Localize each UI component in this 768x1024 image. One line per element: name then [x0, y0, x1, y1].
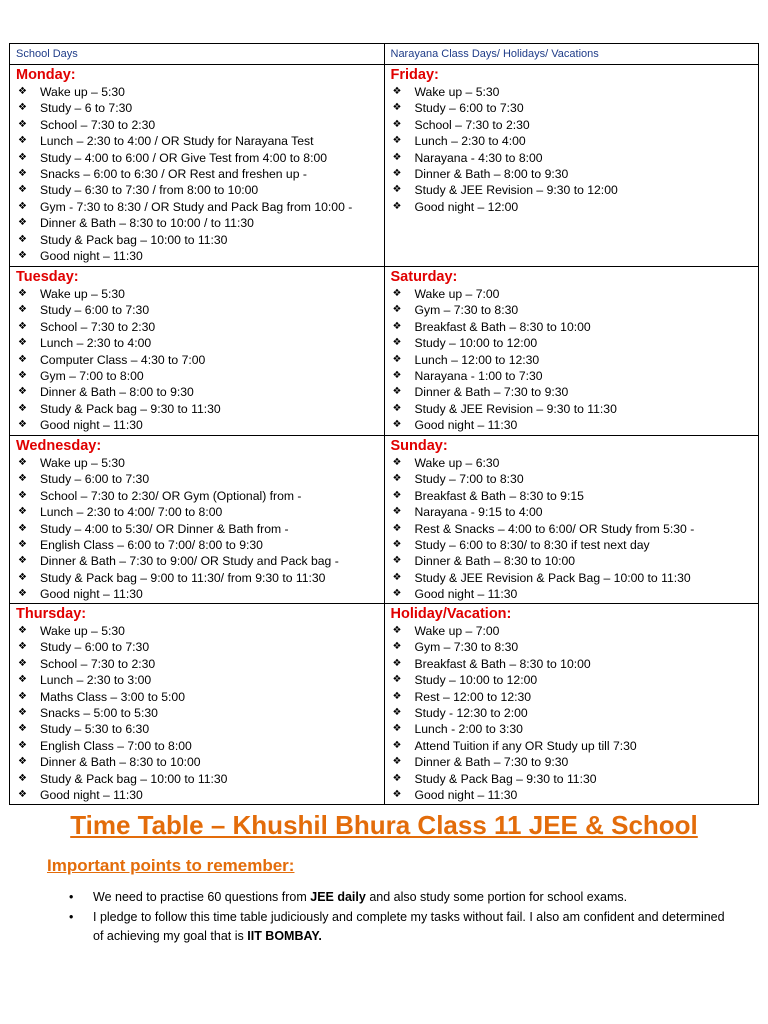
- timetable-row: [10, 65, 759, 267]
- schedule-item-text: Study & JEE Revision – 9:30 to 11:30: [414, 401, 617, 416]
- schedule-item: [391, 672, 759, 688]
- schedule-item: [16, 504, 384, 520]
- timetable-row: [10, 604, 759, 805]
- schedule-item-text: Dinner & Bath – 8:30 to 10:00: [40, 755, 201, 770]
- schedule-item: [16, 553, 384, 569]
- day-cell: [384, 267, 759, 436]
- day-heading: Tuesday:: [16, 269, 79, 285]
- schedule-item: [16, 352, 384, 368]
- schedule-item: [391, 117, 759, 133]
- schedule-item-text: Wake up – 5:30: [40, 624, 125, 638]
- diamond-bullet-icon: ❖: [392, 641, 402, 653]
- schedule-item: [391, 705, 759, 721]
- schedule-item: [391, 521, 759, 537]
- diamond-bullet-icon: ❖: [392, 288, 402, 299]
- schedule-item: [16, 182, 384, 198]
- diamond-bullet-icon: ❖: [18, 419, 27, 431]
- diamond-bullet-icon: ❖: [392, 571, 402, 583]
- point-text-before: I pledge to follow this time table judiciously and complete my tasks without fail. I also am confident and determined of achieving my goal that is: [93, 909, 725, 943]
- schedule-item-text: Wake up – 7:00: [414, 287, 500, 301]
- diamond-bullet-icon: ❖: [392, 789, 402, 801]
- schedule-item: [16, 100, 384, 116]
- schedule-item: [16, 656, 384, 672]
- diamond-bullet-icon: ❖: [392, 739, 402, 751]
- diamond-bullet-icon: ❖: [18, 370, 27, 382]
- schedule-item: [16, 623, 384, 639]
- schedule-item-text: Lunch - 2:00 to 3:30: [414, 722, 523, 737]
- schedule-item: [391, 84, 759, 100]
- diamond-bullet-icon: ❖: [392, 723, 402, 735]
- schedule-item: [391, 100, 759, 116]
- schedule-item: [16, 84, 384, 100]
- schedule-item: [391, 150, 759, 166]
- diamond-bullet-icon: ❖: [18, 674, 27, 686]
- schedule-item-text: Good night – 11:30: [40, 587, 143, 602]
- diamond-bullet-icon: ❖: [392, 522, 402, 534]
- schedule-item-text: Snacks – 6:00 to 6:30 / OR Rest and freshen up -: [40, 167, 307, 182]
- schedule-item: [391, 787, 759, 803]
- schedule-item: [391, 199, 759, 215]
- schedule-item-text: Study – 6:00 to 7:30: [40, 303, 150, 318]
- schedule-item-text: Narayana - 4:30 to 8:00: [414, 150, 543, 165]
- schedule-item: [391, 182, 759, 198]
- timetable-row: [10, 267, 759, 436]
- diamond-bullet-icon: ❖: [18, 707, 27, 719]
- schedule-item-text: Study – 6:00 to 8:30/ to 8:30 if test next day: [414, 538, 650, 553]
- schedule-item-text: Dinner & Bath – 8:30 to 10:00 / to 11:30: [40, 216, 254, 231]
- diamond-bullet-icon: ❖: [18, 386, 27, 398]
- schedule-item: [391, 368, 759, 384]
- diamond-bullet-icon: ❖: [392, 370, 402, 382]
- schedule-item-text: Attend Tuition if any OR Study up till 7:30: [414, 738, 637, 753]
- diamond-bullet-icon: ❖: [392, 756, 402, 768]
- diamond-bullet-icon: ❖: [18, 118, 27, 130]
- diamond-bullet-icon: ❖: [18, 690, 27, 702]
- diamond-bullet-icon: ❖: [18, 723, 27, 735]
- diamond-bullet-icon: ❖: [18, 217, 27, 229]
- schedule-item-text: Breakfast & Bath – 8:30 to 9:15: [414, 488, 584, 503]
- schedule-item: [16, 689, 384, 705]
- schedule-item: [16, 302, 384, 318]
- schedule-item: [391, 537, 759, 553]
- schedule-item-text: School – 7:30 to 2:30/ OR Gym (Optional) from -: [40, 488, 302, 503]
- schedule-item: [16, 771, 384, 787]
- schedule-item: [391, 471, 759, 487]
- schedule-item-text: Gym – 7:00 to 8:00: [40, 369, 144, 384]
- diamond-bullet-icon: ❖: [392, 489, 402, 501]
- diamond-bullet-icon: ❖: [392, 86, 402, 97]
- schedule-item: [391, 656, 759, 672]
- schedule-list: [391, 286, 759, 434]
- diamond-bullet-icon: ❖: [392, 353, 402, 365]
- schedule-item: [16, 335, 384, 351]
- diamond-bullet-icon: ❖: [18, 789, 27, 801]
- diamond-bullet-icon: ❖: [18, 233, 27, 245]
- schedule-item-text: School – 7:30 to 2:30: [40, 117, 156, 132]
- diamond-bullet-icon: ❖: [18, 588, 27, 600]
- day-heading: Holiday/Vacation:: [390, 606, 512, 622]
- schedule-item-text: Study – 6:00 to 7:30: [40, 640, 150, 655]
- point-text-before: We need to practise 60 questions from: [93, 890, 311, 904]
- diamond-bullet-icon: ❖: [392, 555, 402, 567]
- diamond-bullet-icon: ❖: [392, 690, 402, 702]
- schedule-item-text: School – 7:30 to 2:30: [40, 319, 156, 334]
- schedule-item-text: School – 7:30 to 2:30: [414, 117, 530, 132]
- schedule-item-text: Study – 4:00 to 5:30/ OR Dinner & Bath from -: [40, 521, 289, 536]
- diamond-bullet-icon: ❖: [18, 288, 27, 299]
- schedule-item-text: Study – 10:00 to 12:00: [414, 673, 538, 688]
- schedule-item: [16, 133, 384, 149]
- schedule-item-text: Good night – 11:30: [414, 418, 518, 433]
- schedule-list: [16, 455, 384, 603]
- day-cell: [10, 267, 385, 436]
- schedule-item-text: Study – 5:30 to 6:30: [40, 722, 150, 737]
- diamond-bullet-icon: ❖: [392, 457, 402, 468]
- diamond-bullet-icon: ❖: [18, 539, 27, 551]
- diamond-bullet-icon: ❖: [18, 641, 27, 653]
- schedule-item-text: Breakfast & Bath – 8:30 to 10:00: [414, 656, 591, 671]
- diamond-bullet-icon: ❖: [392, 200, 402, 212]
- schedule-item: [16, 672, 384, 688]
- diamond-bullet-icon: ❖: [18, 320, 27, 332]
- day-cell: [10, 436, 385, 604]
- schedule-item: [16, 586, 384, 602]
- header-row: [10, 44, 759, 65]
- schedule-item-text: Wake up – 5:30: [40, 456, 125, 470]
- diamond-bullet-icon: ❖: [392, 674, 402, 686]
- diamond-bullet-icon: ❖: [18, 304, 27, 316]
- diamond-bullet-icon: ❖: [18, 337, 27, 349]
- diamond-bullet-icon: ❖: [18, 457, 27, 468]
- diamond-bullet-icon: ❖: [18, 250, 27, 262]
- schedule-item: [16, 521, 384, 537]
- schedule-item-text: Computer Class – 4:30 to 7:00: [40, 352, 206, 367]
- schedule-item: [16, 150, 384, 166]
- important-points-list: [66, 888, 736, 947]
- schedule-item: [16, 117, 384, 133]
- point-text-after: and also study some portion for school exams.: [365, 890, 628, 904]
- diamond-bullet-icon: ❖: [392, 772, 402, 784]
- diamond-bullet-icon: ❖: [18, 151, 27, 163]
- schedule-item: [391, 553, 759, 569]
- schedule-item: [391, 455, 759, 471]
- schedule-item: [16, 199, 384, 215]
- schedule-item-text: Gym – 7:30 to 8:30: [414, 303, 519, 318]
- schedule-item-text: Study – 6:00 to 7:30: [414, 101, 524, 116]
- schedule-item-text: Good night – 11:30: [414, 587, 518, 602]
- schedule-item: [391, 401, 759, 417]
- schedule-item-text: Dinner & Bath – 8:30 to 10:00: [414, 554, 576, 569]
- schedule-item-text: Good night – 12:00: [414, 199, 519, 214]
- schedule-item: [391, 570, 759, 586]
- schedule-item-text: Rest – 12:00 to 12:30: [414, 689, 532, 704]
- diamond-bullet-icon: ❖: [392, 337, 402, 349]
- header-narayana-days: Narayana Class Days/ Holidays/ Vacations: [384, 44, 759, 65]
- day-heading: Wednesday:: [16, 438, 102, 454]
- schedule-item-text: Dinner & Bath – 8:00 to 9:30: [414, 167, 569, 182]
- diamond-bullet-icon: ❖: [18, 506, 27, 518]
- schedule-list: [16, 623, 384, 803]
- schedule-item: [391, 754, 759, 770]
- schedule-item: [16, 455, 384, 471]
- diamond-bullet-icon: ❖: [18, 86, 27, 97]
- diamond-bullet-icon: ❖: [392, 168, 402, 180]
- schedule-item: [16, 232, 384, 248]
- schedule-item-text: Study & Pack bag – 10:00 to 11:30: [40, 771, 228, 786]
- schedule-item-text: Maths Class – 3:00 to 5:00: [40, 689, 185, 704]
- point-text-bold: JEE daily: [310, 890, 366, 904]
- diamond-bullet-icon: ❖: [18, 200, 27, 212]
- diamond-bullet-icon: ❖: [18, 555, 27, 567]
- important-point: [66, 908, 736, 947]
- schedule-list: [16, 84, 384, 264]
- diamond-bullet-icon: ❖: [18, 571, 27, 583]
- schedule-item-text: Good night – 11:30: [40, 418, 143, 433]
- schedule-item: [16, 384, 384, 400]
- diamond-bullet-icon: ❖: [392, 184, 402, 196]
- schedule-item-text: Breakfast & Bath – 8:30 to 10:00: [414, 319, 591, 334]
- diamond-bullet-icon: ❖: [18, 739, 27, 751]
- diamond-bullet-icon: ❖: [18, 168, 27, 180]
- schedule-item-text: Lunch – 2:30 to 4:00: [40, 336, 152, 351]
- schedule-item: [391, 738, 759, 754]
- schedule-item: [16, 319, 384, 335]
- schedule-item-text: Dinner & Bath – 7:30 to 9:30: [414, 755, 569, 770]
- day-cell: [10, 604, 385, 805]
- schedule-item: [391, 586, 759, 602]
- schedule-item-text: Dinner & Bath – 7:30 to 9:00/ OR Study and Pack bag -: [40, 554, 339, 569]
- diamond-bullet-icon: ❖: [18, 473, 27, 485]
- diamond-bullet-icon: ❖: [18, 402, 27, 414]
- schedule-item-text: Dinner & Bath – 7:30 to 9:30: [414, 385, 569, 400]
- schedule-item-text: Study – 6:30 to 7:30 / from 8:00 to 10:00: [40, 183, 259, 198]
- schedule-item: [391, 286, 759, 302]
- schedule-item: [16, 166, 384, 182]
- schedule-item-text: Study & Pack bag – 9:00 to 11:30/ from 9:30 to 11:30: [40, 570, 326, 585]
- schedule-item-text: Narayana - 1:00 to 7:30: [414, 369, 543, 384]
- schedule-item-text: Gym - 7:30 to 8:30 / OR Study and Pack Bag from 10:00 -: [40, 199, 353, 214]
- diamond-bullet-icon: ❖: [18, 772, 27, 784]
- schedule-item: [16, 248, 384, 264]
- schedule-item: [16, 754, 384, 770]
- schedule-item-text: Wake up – 5:30: [414, 85, 500, 99]
- diamond-bullet-icon: ❖: [392, 304, 402, 316]
- diamond-bullet-icon: ❖: [18, 489, 27, 501]
- point-text-bold: IIT BOMBAY.: [247, 929, 322, 943]
- schedule-item: [391, 488, 759, 504]
- diamond-bullet-icon: ❖: [18, 522, 27, 534]
- diamond-bullet-icon: ❖: [392, 588, 402, 600]
- schedule-item: [391, 319, 759, 335]
- day-cell: [384, 65, 759, 267]
- schedule-item: [391, 639, 759, 655]
- diamond-bullet-icon: ❖: [392, 135, 402, 147]
- schedule-item: [391, 689, 759, 705]
- schedule-item-text: Study & Pack bag – 10:00 to 11:30: [40, 232, 228, 247]
- important-point: [66, 888, 736, 908]
- page-title: Time Table – Khushil Bhura Class 11 JEE & School: [70, 810, 698, 840]
- schedule-item: [16, 401, 384, 417]
- bullet-dot-icon: •: [69, 909, 74, 924]
- schedule-item: [391, 133, 759, 149]
- schedule-item-text: Good night – 11:30: [414, 788, 518, 803]
- schedule-item-text: School – 7:30 to 2:30: [40, 656, 156, 671]
- day-heading: Monday:: [16, 67, 76, 83]
- schedule-item: [391, 623, 759, 639]
- diamond-bullet-icon: ❖: [392, 506, 402, 518]
- day-cell: [10, 65, 385, 267]
- schedule-item-text: Lunch – 2:30 to 3:00: [40, 673, 152, 688]
- schedule-item: [16, 471, 384, 487]
- bullet-dot-icon: •: [69, 890, 74, 904]
- header-school-days: School Days: [10, 44, 385, 65]
- diamond-bullet-icon: ❖: [392, 539, 402, 551]
- schedule-item-text: Study & JEE Revision – 9:30 to 12:00: [414, 183, 618, 198]
- schedule-item-text: Study – 6 to 7:30: [40, 101, 133, 116]
- schedule-item-text: English Class – 7:00 to 8:00: [40, 738, 192, 753]
- diamond-bullet-icon: ❖: [18, 756, 27, 768]
- schedule-item-text: Study & Pack Bag – 9:30 to 11:30: [414, 771, 597, 786]
- schedule-item: [16, 570, 384, 586]
- schedule-item-text: Snacks – 5:00 to 5:30: [40, 706, 158, 721]
- timetable: [9, 43, 759, 805]
- day-heading: Thursday:: [16, 606, 87, 622]
- schedule-item-text: Wake up – 5:30: [40, 287, 125, 301]
- schedule-item-text: English Class – 6:00 to 7:00/ 8:00 to 9:30: [40, 538, 263, 553]
- diamond-bullet-icon: ❖: [392, 657, 402, 669]
- schedule-item: [16, 738, 384, 754]
- schedule-item: [391, 417, 759, 433]
- schedule-item-text: Wake up – 5:30: [40, 85, 125, 99]
- schedule-item: [16, 721, 384, 737]
- schedule-item: [16, 286, 384, 302]
- schedule-item: [391, 771, 759, 787]
- diamond-bullet-icon: ❖: [392, 320, 402, 332]
- diamond-bullet-icon: ❖: [392, 118, 402, 130]
- schedule-item: [391, 384, 759, 400]
- day-cell: [384, 436, 759, 604]
- schedule-item-text: Gym – 7:30 to 8:30: [414, 640, 519, 655]
- schedule-list: [391, 455, 759, 603]
- schedule-item-text: Wake up – 7:00: [414, 624, 500, 638]
- schedule-item-text: Narayana - 9:15 to 4:00: [414, 505, 543, 520]
- diamond-bullet-icon: ❖: [18, 184, 27, 196]
- schedule-list: [391, 84, 759, 215]
- schedule-item: [16, 705, 384, 721]
- schedule-item: [391, 302, 759, 318]
- schedule-item-text: Lunch – 2:30 to 4:00: [414, 134, 526, 149]
- diamond-bullet-icon: ❖: [392, 419, 402, 431]
- schedule-item: [391, 504, 759, 520]
- schedule-item: [16, 537, 384, 553]
- diamond-bullet-icon: ❖: [18, 135, 27, 147]
- schedule-item-text: Good night – 11:30: [40, 249, 143, 264]
- schedule-item-text: Study – 6:00 to 7:30: [40, 472, 150, 487]
- schedule-item: [16, 417, 384, 433]
- diamond-bullet-icon: ❖: [392, 386, 402, 398]
- diamond-bullet-icon: ❖: [18, 625, 27, 636]
- schedule-item: [16, 787, 384, 803]
- schedule-item-text: Lunch – 12:00 to 12:30: [414, 352, 540, 367]
- schedule-item: [16, 488, 384, 504]
- diamond-bullet-icon: ❖: [392, 473, 402, 485]
- schedule-item: [16, 368, 384, 384]
- important-heading: Important points to remember:: [47, 856, 295, 875]
- schedule-item-text: Wake up – 6:30: [414, 456, 500, 470]
- schedule-item-text: Good night – 11:30: [40, 788, 143, 803]
- day-heading: Friday:: [390, 67, 439, 83]
- schedule-item: [16, 215, 384, 231]
- schedule-item: [391, 335, 759, 351]
- schedule-item-text: Study – 4:00 to 6:00 / OR Give Test from 4:00 to 8:00: [40, 150, 328, 165]
- schedule-list: [16, 286, 384, 434]
- schedule-item: [391, 166, 759, 182]
- diamond-bullet-icon: ❖: [392, 151, 402, 163]
- schedule-item-text: Dinner & Bath – 8:00 to 9:30: [40, 385, 194, 400]
- schedule-item-text: Study – 7:00 to 8:30: [414, 472, 524, 487]
- schedule-list: [391, 623, 759, 803]
- day-cell: [384, 604, 759, 805]
- diamond-bullet-icon: ❖: [392, 402, 402, 414]
- timetable-row: [10, 436, 759, 604]
- day-heading: Sunday:: [390, 438, 448, 454]
- diamond-bullet-icon: ❖: [392, 707, 402, 719]
- schedule-item-text: Lunch – 2:30 to 4:00/ 7:00 to 8:00: [40, 505, 223, 520]
- diamond-bullet-icon: ❖: [392, 625, 402, 636]
- diamond-bullet-icon: ❖: [18, 353, 27, 365]
- schedule-item: [16, 639, 384, 655]
- day-heading: Saturday:: [390, 269, 458, 285]
- diamond-bullet-icon: ❖: [18, 657, 27, 669]
- schedule-item: [391, 352, 759, 368]
- schedule-item-text: Rest & Snacks – 4:00 to 6:00/ OR Study from 5:30 -: [414, 521, 695, 536]
- schedule-item-text: Lunch – 2:30 to 4:00 / OR Study for Narayana Test: [40, 134, 314, 149]
- schedule-item-text: Study & Pack bag – 9:30 to 11:30: [40, 401, 221, 416]
- schedule-item-text: Study – 10:00 to 12:00: [414, 336, 538, 351]
- diamond-bullet-icon: ❖: [392, 102, 402, 114]
- schedule-item: [391, 721, 759, 737]
- schedule-item-text: Study & JEE Revision & Pack Bag – 10:00 to 11:30: [414, 570, 691, 585]
- diamond-bullet-icon: ❖: [18, 102, 27, 114]
- schedule-item-text: Study - 12:30 to 2:00: [414, 706, 528, 721]
